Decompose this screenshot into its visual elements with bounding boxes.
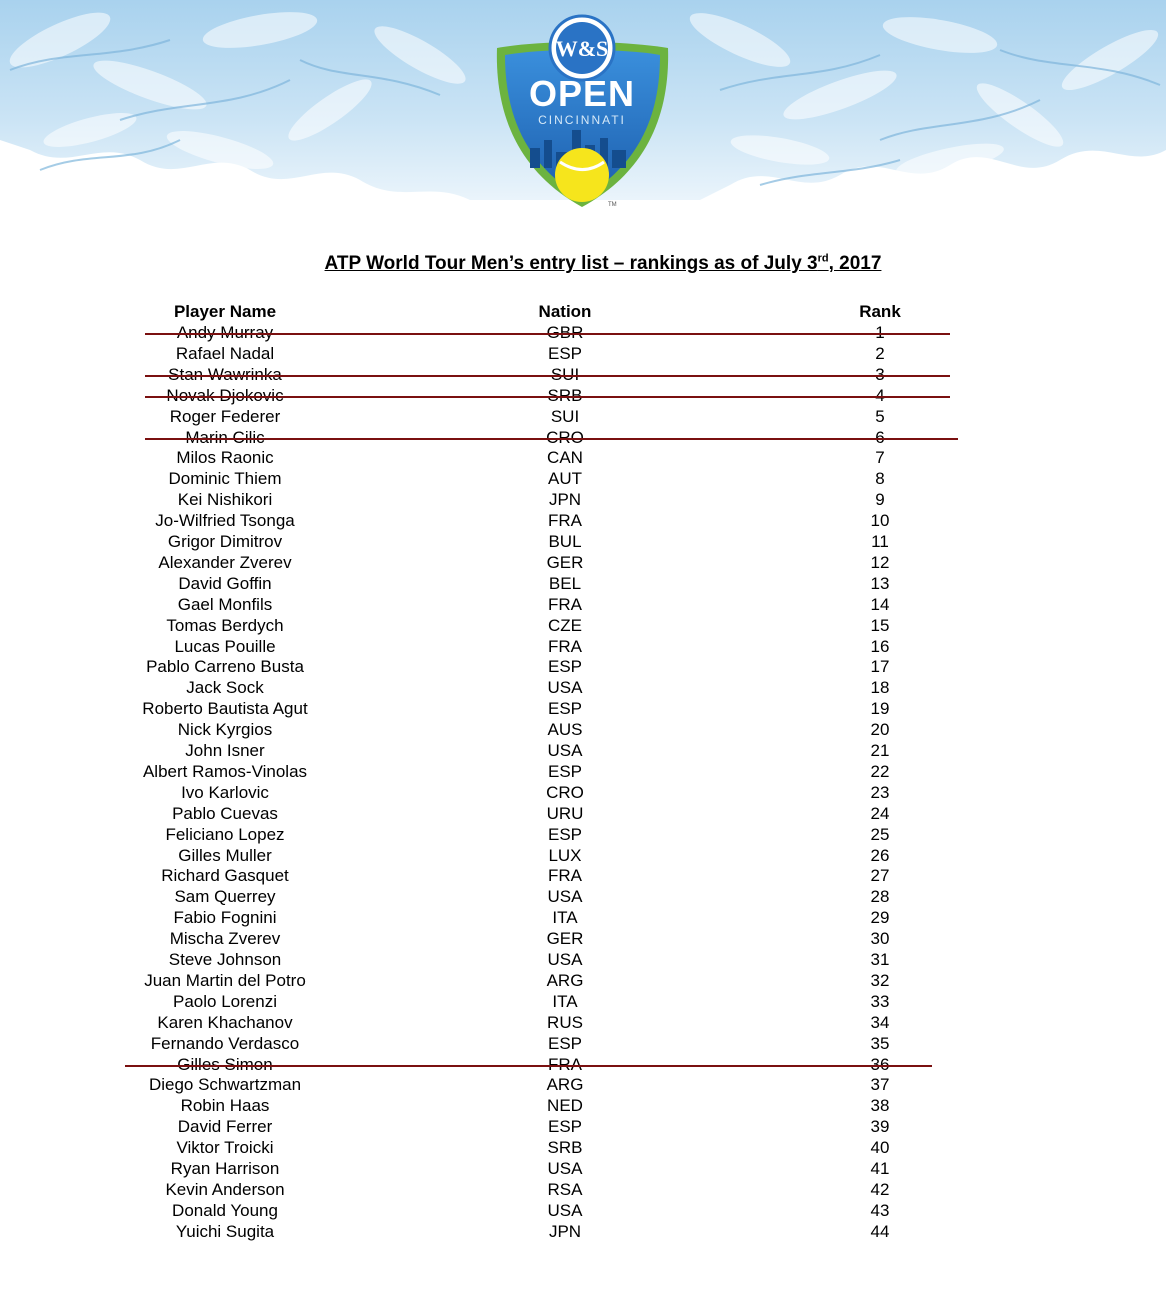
rank-value: 23 <box>870 782 890 802</box>
nation-code: ESP <box>547 657 583 677</box>
header-banner <box>0 0 1166 230</box>
table-row <box>0 970 1166 991</box>
rank-value: 32 <box>870 970 890 990</box>
player-name: Yuichi Sugita <box>175 1221 275 1241</box>
player-name: Roberto Bautista Agut <box>142 699 308 719</box>
nation-code: USA <box>547 741 583 760</box>
nation-code: LUX <box>548 845 582 865</box>
rank-value: 34 <box>870 1012 890 1032</box>
rank-value: 12 <box>870 552 890 572</box>
nation-code: ESP <box>547 761 583 781</box>
logo-open-text: OPEN <box>528 73 636 114</box>
rank-value: 39 <box>870 1117 890 1137</box>
rank-value: 16 <box>870 636 890 656</box>
table-row <box>0 1116 1166 1137</box>
nation-code: ESP <box>547 1117 583 1137</box>
table-row <box>0 447 1166 468</box>
table-row <box>0 468 1166 489</box>
rank-value: 7 <box>875 448 885 468</box>
nation-code: USA <box>547 1200 583 1220</box>
table-row <box>0 803 1166 824</box>
rank-value: 27 <box>870 866 890 886</box>
player-name: Paolo Lorenzi <box>173 991 277 1011</box>
nation-code: RUS <box>547 1012 583 1032</box>
player-name: Jack Sock <box>186 678 264 698</box>
rank-value: 31 <box>870 950 890 969</box>
nation-code: ITA <box>552 908 578 928</box>
nation-code: ARG <box>546 1075 584 1095</box>
table-row <box>0 1012 1166 1033</box>
table-row <box>0 991 1166 1012</box>
player-name: Kevin Anderson <box>165 1179 285 1199</box>
nation-code: SUI <box>550 406 580 426</box>
player-name: Lucas Pouille <box>174 636 276 656</box>
table-row <box>0 1074 1166 1095</box>
nation-code: FRA <box>548 636 582 656</box>
rank-value: 42 <box>870 1179 890 1199</box>
nation-code: BEL <box>548 573 582 593</box>
rank-value: 28 <box>870 887 890 907</box>
rank-value: 18 <box>870 678 890 698</box>
player-name: John Isner <box>185 741 265 760</box>
rank-value: 10 <box>870 511 890 531</box>
nation-code: CRO <box>546 782 584 802</box>
player-name: Fabio Fognini <box>173 908 277 928</box>
nation-code: FRA <box>548 511 582 531</box>
player-name: Fernando Verdasco <box>150 1033 300 1053</box>
player-name: Viktor Troicki <box>176 1138 274 1158</box>
player-name: Steve Johnson <box>168 950 282 969</box>
rank-value: 21 <box>870 741 890 760</box>
table-row <box>0 677 1166 698</box>
table-row <box>0 865 1166 886</box>
player-name: Milos Raonic <box>176 448 274 468</box>
logo-brand-text: W&S <box>555 36 609 61</box>
player-name: Mischa Zverev <box>169 929 281 949</box>
player-name: Dominic Thiem <box>168 469 282 489</box>
table-row <box>0 824 1166 845</box>
table-row <box>0 385 1166 406</box>
nation-code: JPN <box>548 490 582 510</box>
table-row <box>0 928 1166 949</box>
rank-value: 35 <box>870 1033 890 1053</box>
player-name: Juan Martin del Potro <box>144 970 306 990</box>
nation-code: BUL <box>548 532 582 551</box>
nation-code: ITA <box>552 991 578 1011</box>
player-name: Pablo Cuevas <box>172 803 278 823</box>
nation-code: USA <box>547 887 583 907</box>
title-superscript: rd <box>817 253 829 265</box>
rank-value: 11 <box>871 532 889 551</box>
rank-value: 29 <box>870 908 890 928</box>
nation-code: SRB <box>547 1138 583 1158</box>
player-name: Albert Ramos-Vinolas <box>142 761 308 781</box>
title-year: , 2017 <box>828 253 882 275</box>
player-name: Nick Kyrgios <box>177 720 273 740</box>
player-name: Karen Khachanov <box>157 1012 293 1032</box>
header-rank: Rank <box>859 302 901 321</box>
rank-value: 43 <box>870 1200 890 1220</box>
nation-code: USA <box>547 1159 583 1178</box>
rank-value: 38 <box>870 1096 890 1116</box>
table-row <box>0 322 1166 343</box>
table-row <box>0 552 1166 573</box>
rank-value: 37 <box>870 1075 890 1095</box>
player-name: Rafael Nadal <box>175 343 275 363</box>
player-name: Donald Young <box>172 1200 278 1220</box>
nation-code: ESP <box>547 1033 583 1053</box>
rank-value: 2 <box>875 343 885 363</box>
player-name: Ryan Harrison <box>170 1159 280 1178</box>
nation-code: JPN <box>548 1221 582 1241</box>
nation-code: FRA <box>548 594 582 614</box>
player-name: Diego Schwartzman <box>148 1075 302 1095</box>
document-title <box>0 253 1166 275</box>
withdrawn-strike-line <box>145 333 950 335</box>
nation-code: GER <box>546 929 584 949</box>
player-name: Jo-Wilfried Tsonga <box>155 511 295 531</box>
table-row <box>0 761 1166 782</box>
rank-value: 13 <box>870 573 890 593</box>
table-row <box>0 907 1166 928</box>
rank-value: 40 <box>870 1138 890 1158</box>
player-name: David Ferrer <box>177 1117 273 1137</box>
rank-value: 30 <box>870 929 890 949</box>
table-row <box>0 489 1166 510</box>
rank-value: 19 <box>870 699 890 719</box>
header-player-name: Player Name <box>173 302 277 321</box>
player-name: Ivo Karlovic <box>181 782 269 802</box>
nation-code: USA <box>547 950 583 969</box>
table-row <box>0 531 1166 552</box>
nation-code: ESP <box>547 699 583 719</box>
player-name: Gael Monfils <box>177 594 273 614</box>
rank-value: 14 <box>870 594 890 614</box>
header-nation: Nation <box>538 302 592 321</box>
player-name: Pablo Carreno Busta <box>146 657 304 677</box>
rank-value: 9 <box>875 490 885 510</box>
logo-trademark: TM <box>608 202 617 208</box>
table-row <box>0 427 1166 448</box>
nation-code: ESP <box>547 824 583 844</box>
table-row <box>0 573 1166 594</box>
table-row <box>0 1158 1166 1179</box>
player-name: Sam Querrey <box>174 887 276 907</box>
nation-code: FRA <box>548 866 582 886</box>
table-row <box>0 740 1166 761</box>
player-name: Gilles Muller <box>178 845 272 865</box>
table-row <box>0 510 1166 531</box>
table-row <box>0 949 1166 970</box>
nation-code: ARG <box>546 970 584 990</box>
nation-code: CZE <box>548 615 582 635</box>
nation-code: AUS <box>547 720 583 740</box>
table-row <box>0 406 1166 427</box>
rank-value: 15 <box>870 615 890 635</box>
table-row <box>0 615 1166 636</box>
nation-code: RSA <box>547 1179 583 1199</box>
player-name: Feliciano Lopez <box>165 824 285 844</box>
nation-code: NED <box>547 1096 583 1116</box>
table-row <box>0 845 1166 866</box>
table-row <box>0 594 1166 615</box>
withdrawn-strike-line <box>125 1065 932 1067</box>
nation-code: ESP <box>547 343 583 363</box>
table-row <box>0 656 1166 677</box>
table-row <box>0 343 1166 364</box>
title-main: ATP World Tour Men’s entry list – rankings as of July 3 <box>324 253 818 275</box>
rank-value: 5 <box>875 406 885 426</box>
nation-code: CAN <box>547 448 583 468</box>
rank-value: 44 <box>870 1221 890 1241</box>
player-name: Kei Nishikori <box>177 490 273 510</box>
table-row <box>0 1200 1166 1221</box>
withdrawn-strike-line <box>145 375 950 377</box>
table-row <box>0 1179 1166 1200</box>
player-name: David Goffin <box>178 573 272 593</box>
player-name: Richard Gasquet <box>161 866 289 886</box>
table-row <box>0 782 1166 803</box>
frost-leaf-banner <box>0 0 1166 230</box>
rank-value: 24 <box>870 803 890 823</box>
rank-value: 22 <box>870 761 890 781</box>
withdrawn-strike-line <box>145 396 950 398</box>
table-row <box>0 1054 1166 1075</box>
rank-value: 26 <box>870 845 890 865</box>
rank-value: 25 <box>870 824 890 844</box>
table-row <box>0 698 1166 719</box>
table-header-row <box>0 301 1166 322</box>
table-row <box>0 636 1166 657</box>
table-row <box>0 1095 1166 1116</box>
nation-code: USA <box>547 678 583 698</box>
rank-value: 17 <box>870 657 890 677</box>
table-row <box>0 1033 1166 1054</box>
logo-city-text: CINCINNATI <box>538 113 626 127</box>
player-name: Roger Federer <box>169 406 281 426</box>
rank-value: 33 <box>870 991 890 1011</box>
rank-value: 20 <box>870 720 890 740</box>
player-name: Grigor Dimitrov <box>167 532 283 551</box>
nation-code: AUT <box>548 469 582 489</box>
table-row <box>0 1221 1166 1242</box>
withdrawn-strike-line <box>145 438 958 440</box>
table-row <box>0 1137 1166 1158</box>
rank-value: 8 <box>875 469 885 489</box>
player-name: Robin Haas <box>180 1096 270 1116</box>
player-name: Tomas Berdych <box>166 615 284 635</box>
table-row <box>0 364 1166 385</box>
nation-code: URU <box>546 803 584 823</box>
player-name: Alexander Zverev <box>158 552 292 572</box>
nation-code: GER <box>546 552 584 572</box>
tennis-ball-icon <box>555 148 609 202</box>
rank-value: 41 <box>870 1159 890 1178</box>
table-row <box>0 719 1166 740</box>
table-row <box>0 886 1166 907</box>
